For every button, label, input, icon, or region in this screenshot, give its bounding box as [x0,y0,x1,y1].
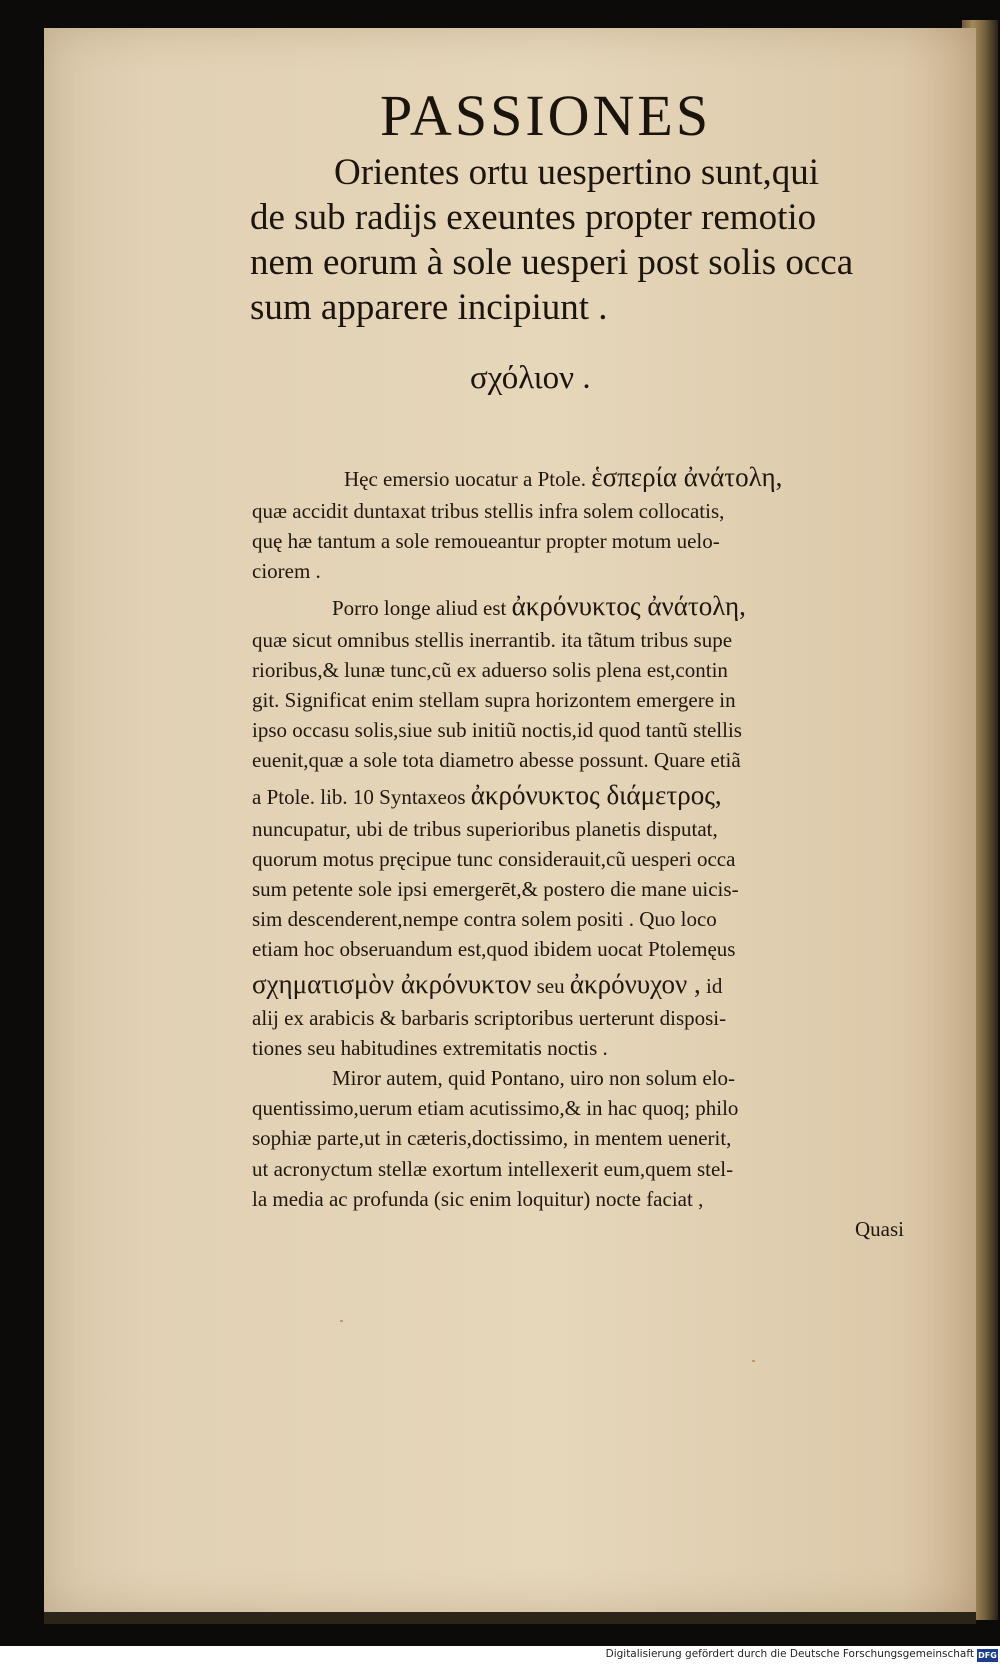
latin-text: Porro longe aliud est [332,595,507,620]
definition-line: de sub radijs exeuntes propter remotio [250,197,817,238]
latin-text: seu [536,973,565,998]
text-line: rioribus,& lunæ tunc,cũ ex aduerso solis plena est,contin [252,657,728,682]
text-line: ut acronyctum stellæ exortum intellexerit eum,quem stel- [252,1156,734,1181]
text-line: ciorem . [252,559,321,584]
text-line [252,458,912,496]
definition-block [250,150,910,330]
body-text [252,458,912,1244]
greek-term: σχηματισμὸν ἀκρόνυκτον [252,968,532,999]
text-line: la media ac profunda (sic enim loquitur) nocte faciat , [252,1186,704,1211]
latin-text: a Ptole. lib. 10 Syntaxeos [252,784,466,809]
greek-term: ἑσπερία ἀνάτολη, [591,462,783,492]
text-line: Miror autem, quid Pontano, uiro non solum elo- [332,1066,736,1091]
dfg-logo-icon: DFG [978,1651,997,1660]
catchword: Quasi [855,1217,904,1242]
greek-term: ἀκρόνυχον , [569,968,701,999]
definition-line: sum apparere incipiunt . [250,287,608,328]
text-line: tiones seu habitudines extremitatis noctis . [252,1035,608,1060]
text-line [252,776,912,814]
greek-term: ἀκρόνυκτος ἀνάτολη, [511,590,746,621]
page-heading: PASSIONES [380,83,712,148]
scholion-heading: σχόλιον . [470,360,591,396]
text-line: sum petente sole ipsi emergerēt,& postero die mane uicis- [252,877,739,902]
text-line: alij ex arabicis & barbaris scriptoribus uerterunt disposi- [252,1005,727,1030]
text-line: sophiæ parte,ut in cæteris,doctissimo, in mentem uenerit, [252,1126,732,1151]
text-line: nuncupatur, ubi de tribus superioribus planetis disputat, [252,816,718,841]
text-line: ipso occasu solis,siue sub initiũ noctis,id quod tantũ stellis [252,718,742,743]
definition-line: nem eorum à sole uesperi post solis occa [250,242,854,283]
definition-line: Orientes ortu uespertino sunt,qui [334,152,820,193]
greek-term: ἀκρόνυκτος διάμετρος, [470,779,722,810]
text-line [252,965,912,1003]
text-line: sim descenderent,nempe contra solem positi . Quo loco [252,907,717,932]
footer-credit: Digitalisierung gefördert durch die Deutsche Forschungsgemeinschaft [605,1648,974,1660]
latin-text: id [706,973,723,998]
paper-speck [752,1360,755,1362]
text-line: quorum motus pręcipue tunc considerauit,cũ uesperi occa [252,846,736,871]
text-line: euenit,quæ a sole tota diametro abesse possunt. Quare etiã [252,748,741,773]
text-line: git. Significat enim stellam supra horizontem emergere in [252,688,736,713]
latin-text: Hęc emersio uocatur a Ptole. [344,467,586,491]
text-line: quentissimo,uerum etiam acutissimo,& in hac quoq; philo [252,1096,739,1121]
text-line: etiam hoc obseruandum est,quod ibidem uocat Ptolemęus [252,937,736,962]
book-edge-bottom [44,1612,976,1624]
text-line [252,587,912,625]
footer-bar [0,1646,1000,1666]
paper-speck [340,1320,343,1322]
text-line: quę hæ tantum a sole remoueantur propter motum uelo- [252,529,720,554]
text-line: quæ accidit duntaxat tribus stellis infra solem collocatis, [252,499,725,523]
text-line: quæ sicut omnibus stellis inerrantib. ita tãtum tribus supe [252,627,733,652]
